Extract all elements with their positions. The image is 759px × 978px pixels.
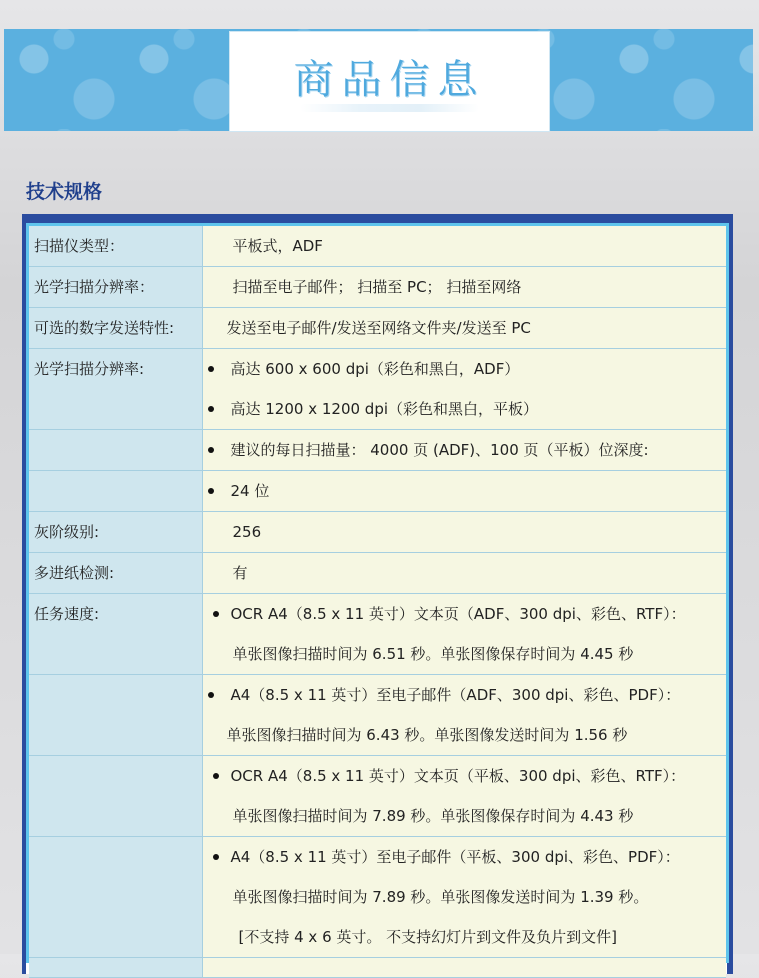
table-row — [29, 267, 726, 308]
table-row — [29, 308, 726, 349]
bullet-continuation: 单张图像扫描时间为 7.89 秒。单张图像发送时间为 1.39 秒。 — [232, 888, 649, 906]
table-row — [29, 226, 726, 267]
row-value: 扫描至电子邮件； 扫描至 PC； 扫描至网络 — [232, 278, 522, 296]
bullet-continuation: 单张图像扫描时间为 7.89 秒。单张图像保存时间为 4.43 秒 — [232, 807, 634, 825]
row-value: 256 — [232, 523, 262, 541]
banner-subtitle-decoration — [300, 104, 479, 112]
row-label: 灰阶级别: — [29, 512, 202, 553]
row-value: 有 — [232, 564, 248, 582]
bullet-item: 高达 600 x 600 dpi（彩色和黑白，ADF） — [203, 349, 727, 389]
table-row — [29, 512, 726, 553]
row-label: 光学扫描分辨率: — [29, 349, 202, 430]
table-row — [29, 430, 726, 471]
table-row — [29, 675, 726, 756]
table-row — [29, 958, 726, 978]
banner-title-box — [229, 31, 550, 132]
row-label: 可选的数字发送特性: — [29, 308, 202, 349]
banner-title: 商品信息 — [293, 57, 486, 103]
bullet-item: 建议的每日扫描量： 4000 页 (ADF)、100 页（平板）位深度: — [203, 430, 727, 470]
row-label: 任务速度: — [29, 594, 202, 675]
row-label: 扫描仪类型： — [29, 226, 202, 267]
row-label — [29, 837, 202, 958]
table-row — [29, 349, 726, 430]
footnote: [不支持 4 x 6 英寸。 不支持幻灯片到文件及负片到文件] — [238, 928, 618, 946]
table-row — [29, 837, 726, 958]
bullet-item: 高达 1200 x 1200 dpi（彩色和黑白，平板） — [203, 389, 727, 429]
bullet-item: OCR A4（8.5 x 11 英寸）文本页（平板、300 dpi、彩色、RTF）： — [203, 756, 727, 796]
row-label: 光学扫描分辨率： — [29, 267, 202, 308]
row-label — [29, 471, 202, 512]
row-value: 平板式，ADF — [232, 237, 323, 255]
bullet-item: A4（8.5 x 11 英寸）至电子邮件（ADF、300 dpi、彩色、PDF）： — [203, 675, 727, 715]
section-title: 技术规格 — [26, 181, 103, 203]
row-label — [29, 430, 202, 471]
table-row — [29, 594, 726, 675]
bullet-item: A4（8.5 x 11 英寸）至电子邮件（平板、300 dpi、彩色、PDF）： — [203, 837, 727, 877]
row-label — [29, 756, 202, 837]
row-value: 发送至电子邮件/发送至网络文件夹/发送至 PC — [226, 319, 531, 337]
row-label: 多进纸检测: — [29, 553, 202, 594]
table-row — [29, 553, 726, 594]
table-row — [29, 756, 726, 837]
spec-table — [29, 226, 726, 978]
bullet-item: OCR A4（8.5 x 11 英寸）文本页（ADF、300 dpi、彩色、RTF）： — [203, 594, 727, 634]
bullet-item: 24 位 — [203, 471, 727, 511]
bullet-continuation: 单张图像扫描时间为 6.51 秒。单张图像保存时间为 4.45 秒 — [232, 645, 634, 663]
row-label — [29, 675, 202, 756]
bullet-continuation: 单张图像扫描时间为 6.43 秒。单张图像发送时间为 1.56 秒 — [226, 726, 628, 744]
table-row — [29, 471, 726, 512]
